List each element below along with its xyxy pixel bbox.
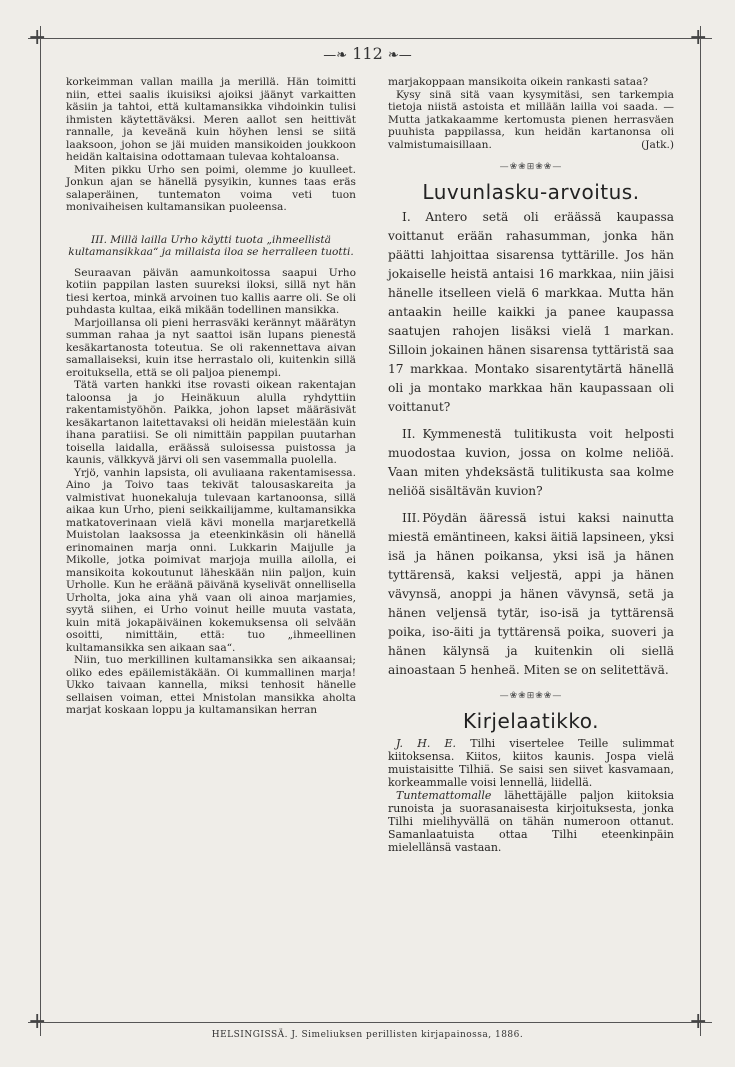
letter-text: Tilhi visertelee Teille sulimmat kiitoksensa. Kiitos, kiitos kaunis. Jospa vielä muistaisitte Tilhiä. Se saisi sen siivet kasvamaan, korkeammalle voisi lennellä, liidellä. — [388, 737, 674, 789]
puzzle-text: Antero setä oli eräässä kaupassa voittanut erään rahasumman, jonka hän päätti lahjoittaa sisarensa tyttärille. Jos hän jokaiselle heistä antaisi 16 markkaa, niin jäisi hänelle itselleen vielä 6 markkaa. Mutta hän antaakin heille kaikki ja panee kaupassa saatujen rahojen lisäksi vielä 1 markan. Silloin jokainen hänen sisarensa tyttäristä saa 17 markkaa. Montako sisarentytärtä hänellä oli ja montako markkaa hän kaupassaan oli voittanut? — [388, 210, 675, 414]
letter-text: lähettäjälle paljon kiitoksia runoista ja suorasanaisesta kirjoituksesta, jonka Tilhi mielihyvällä on tähän numeroon ottanut. Samanlaatuista ottaa Tilhi eteenkinpäin mielellänsä vastaan. — [388, 789, 674, 854]
top-frame-line — [28, 38, 712, 39]
letters-section — [388, 737, 674, 854]
ornament-right-icon: ❧— — [387, 48, 412, 63]
story-paragraph: Niin, tuo merkillinen kultamansikka sen aikaansai; oliko edes epäilemistäkään. Oi kummallinen marja! Ukko taivaan kannella, miksi tenhosit hänelle sellaisen voiman, ettei Mnistolan mansikka aholta marjat koskaan loppu ja kultamansikan herran — [66, 654, 356, 716]
puzzle-list — [388, 208, 674, 680]
puzzle-item — [388, 425, 674, 501]
story-paragraph: marjakoppaan mansikoita oikein rankasti sataa? — [388, 76, 649, 88]
story-paragraph: Seuraavan päivän aamunkoitossa saapui Urho kotiin pappilan lasten suureksi iloksi, sillä nyt hän tiesi kertoa, minkä arvoinen tuo kallis aarre oli. Se oli puhdasta kultaa, eikä mikään todellinen mansikka. — [66, 266, 356, 316]
page-number: 112 — [352, 44, 383, 63]
puzzle-number: I. — [402, 210, 411, 224]
corner-cross-icon: + — [689, 1009, 708, 1034]
printer-imprint: HELSINGISSÄ. J. Simeliuksen perillisten kirjapainossa, 1886. — [211, 1030, 524, 1040]
letter-reply — [388, 737, 674, 789]
puzzle-number: II. — [402, 427, 416, 441]
puzzle-item — [388, 509, 674, 680]
ornament-left-icon: —❧ — [323, 48, 348, 63]
page-header — [0, 44, 735, 63]
story-paragraph: Marjoillansa oli pieni herrasväki kerännyt määrätyn summan rahaa ja nyt saattoi isän lupans pienestä kesäkartanosta toteutua. Se oli rakennettava aivan samallaiseksi, kuin itse herrastalo oli, kuitenkin sillä eroituksella, että se oli paljoa pienempi. — [66, 316, 356, 379]
letter-recipient: J. H. E. — [396, 737, 457, 750]
story-paragraph: korkeimman vallan mailla ja merillä. Hän toimitti niin, ettei saalis ikuisiksi ajoiksi jäänyt varkaitten käsiin ja tahtoi, että kultamansikka vihdoinkin tulisi ihmisten käytettäväksi. Meren aallot sen heittivät rannalle, ja keveänä kuin höyhen lensi se siitä laaksoon, johon se jäi muiden mansikoiden joukkoon heidän kaltaisina odottamaan tulevaa kohtaloansa. — [66, 76, 356, 163]
puzzle-text: Kymmenestä tulitikusta voit helposti muodostaa kuvion, jossa on kolme neliöä. Vaan miten yhdeksästä tulitikusta saa kolme neliöä sisältävän kuvion? — [388, 427, 675, 498]
bottom-frame-line — [28, 1022, 712, 1023]
story-paragraph: Miten pikku Urho sen poimi, olemme jo kuulleet. Jonkun ajan se hänellä pysyikin, kunnes taas eräs salaperäinen, tuntematon voima veti tuon monivaiheisen kultamansikan puoleensa. — [66, 163, 356, 213]
continued-note: (Jatk.) — [641, 138, 674, 151]
story-paragraph — [388, 89, 674, 152]
story-text: Kysy sinä sitä vaan kysymitäsi, sen tarkempia tietoja niistä astoista et millään lailla voi saada. — Mutta jatkakaamme kertomusta pienen herrasväen puuhista pappilassa, kun heidän kartanonsa oli valmistumaisillaan. — [388, 88, 674, 151]
story-paragraph: Tätä varten hankki itse rovasti oikean rakentajan taloonsa ja jo Heinäkuun alulla ryhdyttiin rakentamistyöhön. Paikka, johon lapset määräsivät kesäkartanon laitettavaksi oli heidän mielestään kuin ihana paratiisi. Se oli nimittäin pappilan puutarhan toisella laidalla, eräässä suloisessa puistossa ja kaunis, välkkyvä järvi oli sen vasemmalla puolella. — [66, 379, 356, 466]
letters-title: Kirjelaatikko. — [463, 708, 599, 733]
chapter-heading: III. Millä lailla Urho käytti tuota „ihmeellistä kultamansikkaa“ ja millaista iloa se herralleen tuotti. — [68, 233, 354, 258]
puzzle-item — [388, 208, 674, 417]
letter-recipient: Tuntemattomalle — [396, 789, 492, 802]
corner-cross-icon: + — [28, 1009, 47, 1034]
letter-reply — [388, 789, 674, 854]
puzzle-text: Pöydän ääressä istui kaksi nainutta miestä emäntineen, kaksi äitiä lapsineen, yksi isä ja hänen poikansa, yksi isä ja hänen tyttärensä, kaksi veljestä, appi ja hänen vävynsä, anoppi ja hänen vävynsä, setä ja hänen veljensä tytär, iso-isä ja tyttärensä poika, iso-äiti ja tyttärensä poika, suoveri ja hänen kälynsä ja kuitenkin oli siellä ainoastaan 5 henheä. Miten se on selitettävä. — [388, 511, 675, 677]
story-paragraph: Yrjö, vanhin lapsista, oli avuliaana rakentamisessa. Aino ja Toivo taas tekivät talousaskareita ja valmistivat huonekaluja tulevaan kartanoonsa, sillä aikaa kun Urho, pieni seikkailijamme, kultamansikka matkatoverinaan vielä kävi monella marjaretkellä Muistolan laaksossa ja eteenkinkäsin oli hänellä erinomainen marja onni. Lukkarin Maijulle ja Mikolle, jotka poimivat marjoja muilla ailolla, ei mansikoita kokoutunut läheskään niin paljon, kuin Urholle. Kun he eräänä päivänä kyselivät onnellisella Urholta, joka aina yhä vaan oli ainoa marjamies, syytä siihen, ei Urho voinut heille muuta vastata, kuin mitä jokapäiväinen kokemuksensa oli selvään osoitti, nimittäin, että: tuo „ihmeellinen kultamansikka sen aikaan saa“. — [66, 466, 356, 654]
puzzle-title: Luvunlasku-arvoitus. — [422, 179, 640, 204]
right-frame-line — [700, 26, 701, 1036]
left-column — [66, 76, 356, 717]
corner-cross-icon: + — [28, 25, 47, 50]
ornament-divider-icon: —❀❀⊞❀❀— — [499, 162, 563, 172]
left-frame-line — [40, 26, 41, 1036]
corner-cross-icon: + — [689, 25, 708, 50]
ornament-divider-icon: —❀❀⊞❀❀— — [499, 691, 563, 701]
right-column — [388, 76, 674, 854]
puzzle-number: III. — [402, 511, 421, 525]
